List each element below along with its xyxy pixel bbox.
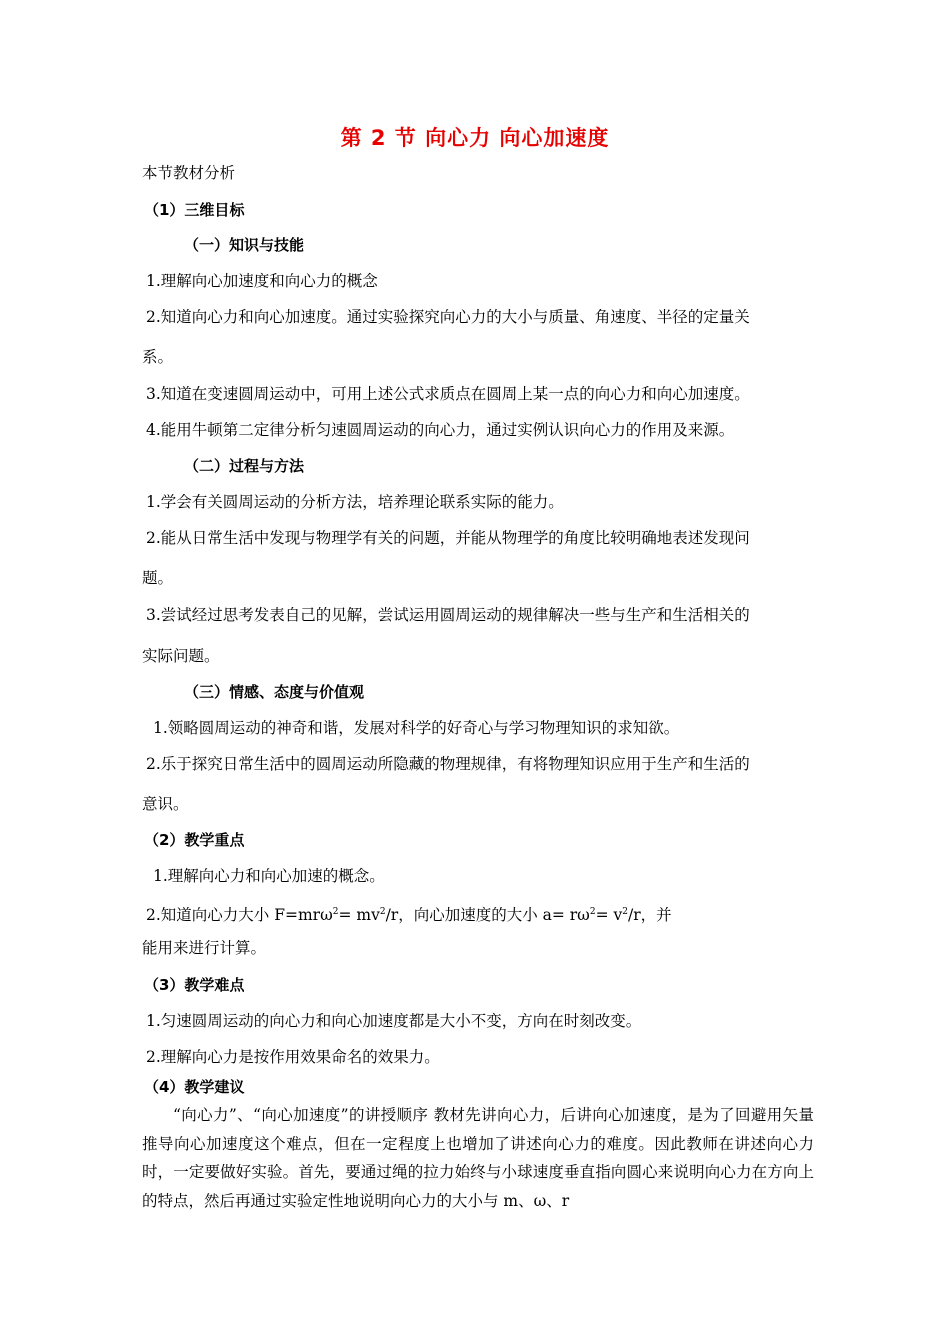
list-item: 1.学会有关圆周运动的分析方法，培养理论联系实际的能力。	[146, 493, 564, 511]
section-heading-difficulties: （3）教学难点	[144, 976, 245, 994]
list-item: 2.知道向心力和向心加速度。通过实验探究向心力的大小与质量、角速度、半径的定量关	[146, 308, 750, 326]
subheading-emotion-values: （三）情感、态度与价值观	[184, 683, 365, 701]
list-item: 1.领略圆周运动的神奇和谐，发展对科学的好奇心与学习物理知识的求知欲。	[153, 719, 680, 737]
list-item: 1.理解向心加速度和向心力的概念	[146, 272, 378, 290]
list-item: 2.理解向心力是按作用效果命名的效果力。	[146, 1048, 440, 1066]
list-item: 1.理解向心力和向心加速的概念。	[153, 867, 385, 885]
list-item-continuation: 意识。	[142, 795, 189, 813]
list-item: 3.尝试经过思考发表自己的见解，尝试运用圆周运动的规律解决一些与生产和生活相关的	[146, 606, 750, 624]
list-item: 1.匀速圆周运动的向心力和向心加速度都是大小不变，方向在时刻改变。	[146, 1012, 642, 1030]
list-item-continuation: 实际问题。	[142, 647, 220, 665]
list-item: 2.乐于探究日常生活中的圆周运动所隐藏的物理规律，有将物理知识应用于生产和生活的	[146, 755, 750, 773]
section-heading-objectives: （1）三维目标	[144, 201, 245, 219]
subheading-knowledge-skills: （一）知识与技能	[184, 236, 305, 254]
list-item-continuation: 能用来进行计算。	[142, 939, 267, 957]
formula-line: 2.知道向心力大小 $F=mr\omega^2= mv^2/r$，向心加速度的大小 $a= r\omega^2= v^2/r$，并	[146, 906, 672, 925]
section-heading-key-points: （2）教学重点	[144, 831, 245, 849]
subheading-process-methods: （二）过程与方法	[184, 457, 305, 475]
list-item: 4.能用牛顿第二定律分析匀速圆周运动的向心力，通过实例认识向心力的作用及来源。	[146, 421, 735, 439]
section-heading-suggestions: （4）教学建议	[144, 1078, 245, 1096]
list-item-continuation: 系。	[142, 348, 174, 366]
intro-text: 本节教材分析	[142, 164, 236, 182]
teaching-suggestion-paragraph: “向心力”、“向心加速度”的讲授顺序 教材先讲向心力，后讲向心加速度，是为了回避用矢量推导向心加速度这个难点，但在一定程度上也增加了讲述向心力的难度。因此教师在讲述向心力时，一定要做好实验。首先，要通过绳的拉力始终与小球速度垂直指向圆心来说明向心力在方向上的特点，然后再通过实验定性地说明向心力的大小与 m、ω、r	[142, 1106, 814, 1210]
page-title: 第 2 节 向心力 向心加速度	[340, 126, 610, 150]
list-item: 3.知道在变速圆周运动中，可用上述公式求质点在圆周上某一点的向心力和向心加速度。	[146, 385, 750, 403]
list-item: 2.能从日常生活中发现与物理学有关的问题，并能从物理学的角度比较明确地表述发现问	[146, 529, 750, 547]
list-item-continuation: 题。	[142, 569, 174, 587]
